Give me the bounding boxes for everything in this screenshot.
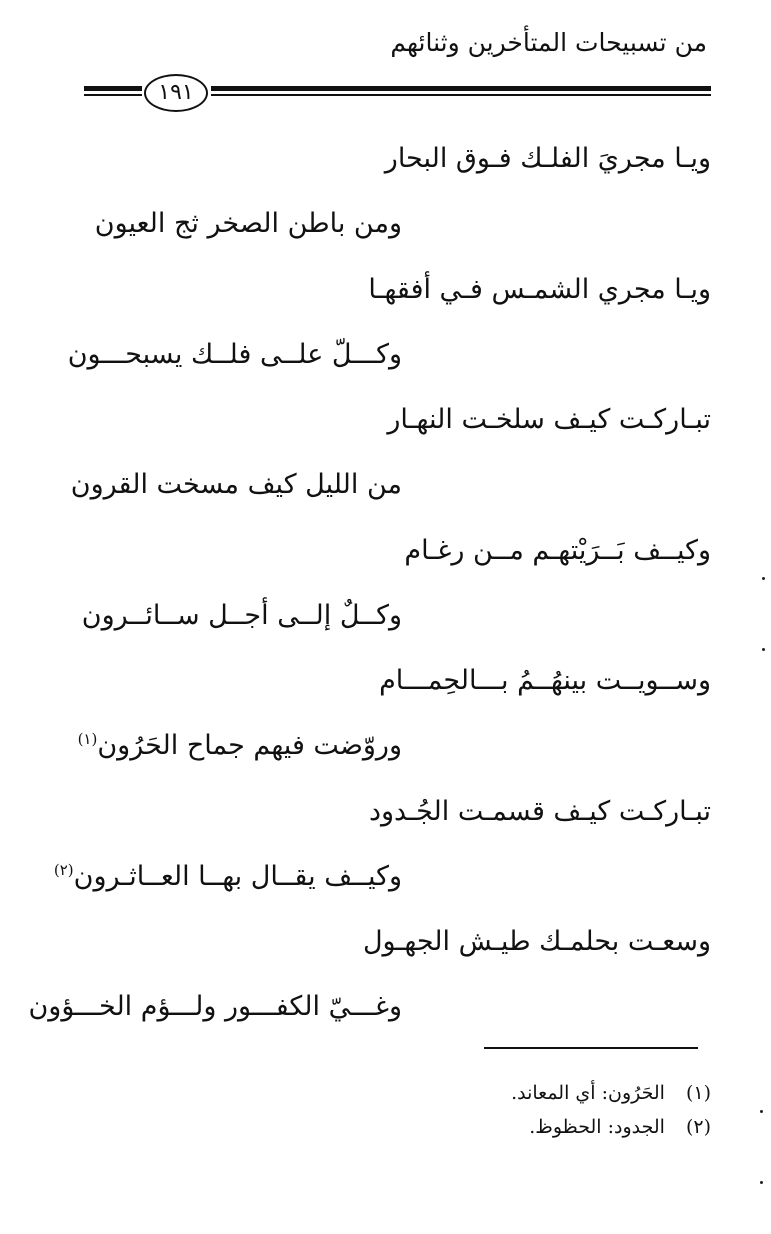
verse-text: وغـــيّ الكفـــور ولـــؤم الخـــؤون <box>28 991 402 1022</box>
verse-line <box>95 208 402 240</box>
header-rule-thin <box>84 94 142 96</box>
footnote-text: الجدود: الحظوظ. <box>529 1116 665 1138</box>
verse-text: وكيــف بَــرَيْتهـم مــن رغـام <box>404 535 711 566</box>
verse-line <box>28 991 402 1023</box>
footnote-reference: (٢) <box>53 861 74 879</box>
verse-line <box>379 665 711 697</box>
header-rule-right <box>211 84 711 98</box>
page-number-badge <box>144 74 208 112</box>
verse-text: وكيــف يقــال بهــا العــاثـرون <box>73 861 402 892</box>
footnote-separator <box>484 1047 698 1049</box>
header-rule-thick <box>211 86 711 91</box>
verse-text: من الليل كيف مسخت القرون <box>70 469 402 500</box>
scan-speck <box>762 648 765 651</box>
verse-line <box>54 861 402 893</box>
footnote-reference: (١) <box>77 730 98 748</box>
verse-line <box>387 404 711 436</box>
verse-line <box>71 469 402 501</box>
verse-line <box>404 535 711 567</box>
footnote-item <box>511 1082 711 1104</box>
verse-text: ويـا مجريَ الفلـك فـوق البحار <box>384 143 711 174</box>
footnote-text: الحَرُون: أي المعاند. <box>511 1082 665 1104</box>
verse-text: وكــلٌ إلــى أجــل ســائــرون <box>81 600 402 631</box>
scan-speck <box>760 1110 763 1113</box>
verse-line <box>68 339 402 371</box>
verse-text: ويـا مجري الشمـس فـي أفقهـا <box>368 274 711 305</box>
header-rule-thick <box>84 86 142 91</box>
verse-text: ومن باطن الصخر ثج العيون <box>94 208 402 239</box>
footnote-number: (١) <box>685 1082 711 1104</box>
header-rule-thin <box>211 94 711 96</box>
scan-speck <box>762 577 765 580</box>
verse-text: تبـاركـت كيـف قسمـت الجُـدود <box>368 796 711 827</box>
header-rule-left <box>84 84 142 98</box>
verse-line <box>385 143 711 175</box>
verse-line <box>368 274 711 306</box>
page-number: ١٩١ <box>158 80 194 105</box>
verse-text: وســويــت بينهُــمُ بـــالحِمـــام <box>379 665 711 696</box>
verse-text: تبـاركـت كيـف سلخـت النهـار <box>387 404 711 435</box>
verse-text: وكـــلّ علــى فلــك يسبحـــون <box>67 339 402 370</box>
verse-line <box>369 796 711 828</box>
footnote-number: (٢) <box>685 1116 711 1138</box>
footnote-item <box>529 1116 711 1138</box>
verse-text: وروّضت فيهم جماح الحَرُون <box>97 730 402 761</box>
scan-speck <box>760 1181 763 1184</box>
verse-line <box>363 926 711 958</box>
verse-line <box>82 600 402 632</box>
verse-text: وسعـت بحلمـك طيـش الجهـول <box>362 926 711 957</box>
page-header-title: من تسبيحات المتأخرين وثنائهم <box>390 28 707 57</box>
verse-line <box>78 730 402 762</box>
